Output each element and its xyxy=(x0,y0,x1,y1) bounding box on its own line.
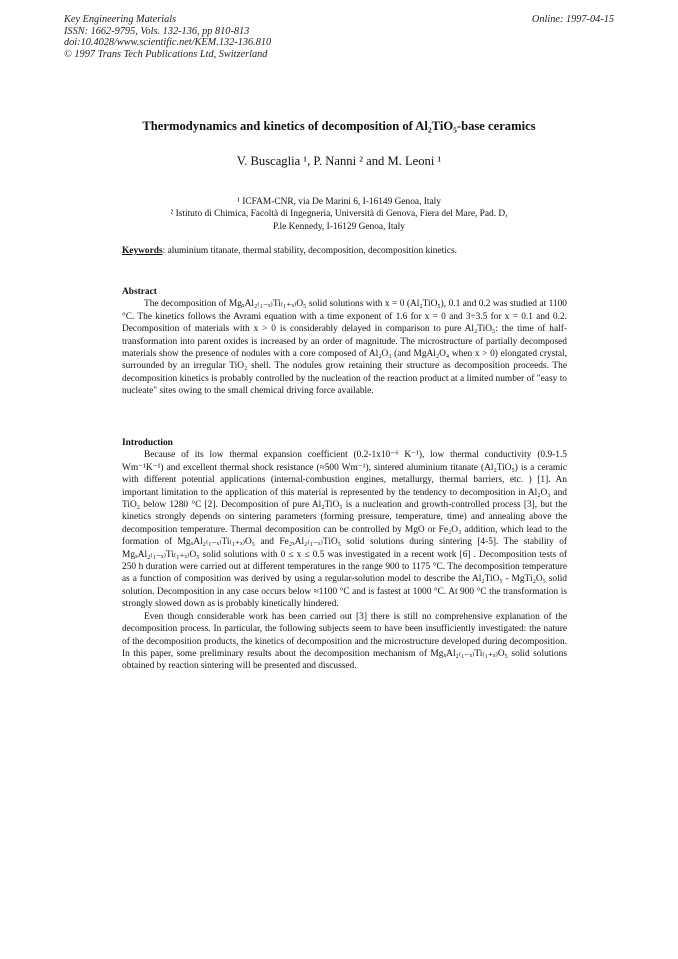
doi-line: doi:10.4028/www.scientific.net/KEM.132-136.810 xyxy=(64,37,272,49)
introduction-heading: Introduction xyxy=(122,438,173,448)
paper-title: Thermodynamics and kinetics of decomposition of Al₂TiO₅-base ceramics xyxy=(142,119,536,133)
affiliation-2-cont: P.le Kennedy, I-16129 Genoa, Italy xyxy=(273,221,405,232)
abstract-section xyxy=(122,286,567,398)
affiliations xyxy=(0,196,678,233)
affiliation-1: ¹ ICFAM-CNR, via De Marini 6, I-16149 Genoa, Italy xyxy=(237,197,441,207)
keywords xyxy=(122,246,562,256)
journal-info xyxy=(64,14,271,60)
abstract-heading: Abstract xyxy=(122,287,157,297)
introduction-section xyxy=(122,437,567,673)
affiliation-2: ² Istituto di Chimica, Facoltà di Ingegneria, Università di Genova, Fiera del Mare, Pad. D, xyxy=(170,209,508,220)
introduction-paragraph-1: Because of its low thermal expansion coefficient (0.2-1x10⁻⁶ K⁻¹), low thermal conductivity (0.9-1.5 Wm⁻¹K⁻¹) and excellent thermal shock resistance (≈500 Wm⁻¹), sintered aluminium titanate (Al₂TiO₅) is a ceramic with different potential applications (internal-combustion engines, metallurgy, thermal barriers, etc. ) [1]. An important limitation to the application of this material is represented by the tendency to decomposition in Al₂O₃ and TiO₂ below 1280 °C [2]. Decomposition of pure Al₂TiO₅ is a nucleation and growth-controlled process [3], but the kinetics strongly depends on sintering parameters (forming pressure, temperature, time) and annealing above the decomposition temperature. Thermal decomposition can be controlled by MgO or Fe₂O₃ addition, which lead to the formation of MgₓAl₂₍₁₋ₓ₎Ti₍₁₊ₓ₎O₅ and Fe₂ₓAl₂₍₁₋ₓ₎TiO₅ solid solutions during sintering [4-5]. The stability of MgₓAl₂₍₁₋ₓ₎Ti₍₁₊ₓ₎O₅ solid solutions with 0 ≤ x ≤ 0.5 was investigated in a recent work [6] . Decomposition tests of 250 h duration were carried out at different temperatures in the range 900 to 1175 °C. The decomposition temperature as a function of composition was derived by using a regular-solution model to describe the Al₂TiO₅ - MgTi₂O₅ solid solution. Decomposition in any case occurs below ≈1100 °C and is fastest at 1000 °C. At 900 °C the transformation is strongly slowed down as is probably kinetically hindered. xyxy=(122,450,567,610)
online-date: Online: 1997-04-15 xyxy=(531,14,614,25)
journal-name: Key Engineering Materials xyxy=(64,14,177,25)
copyright-line: © 1997 Trans Tech Publications Ltd, Switzerland xyxy=(64,48,268,60)
issn-line: ISSN: 1662-9795, Vols. 132-136, pp 810-813 xyxy=(64,25,250,37)
introduction-paragraph-2: Even though considerable work has been carried out [3] there is still no comprehensive explanation of the decomposition process. In particular, the following subjects seem to have been insufficiently investigated: the nature of the decomposition products, the kinetics of decomposition and the microstructure developed during decomposition. In this paper, some preliminary results about the decomposition mechanism of MgₓAl₂₍₁₋ₓ₎Ti₍₁₊ₓ₎O₅ solid solutions obtained by reaction sintering will be presented and discussed. xyxy=(122,611,567,672)
keywords-label: Keywords xyxy=(122,246,163,256)
keywords-text: : aluminium titanate, thermal stability, decomposition, decomposition kinetics. xyxy=(162,246,458,256)
authors: V. Buscaglia ¹, P. Nanni ² and M. Leoni ¹ xyxy=(236,154,442,168)
abstract-text: The decomposition of MgₓAl₂₍₁₋ₓ₎Ti₍₁₊ₓ₎O₅ solid solutions with x = 0 (Al₂TiO₅), 0.1 and 0.2 was studied at 1100 °C. The kinetics follows the Avrami equation with a time exponent of 1.6 for x = 0 and 3÷3.5 for x = 0.1 and 0.2. Decomposition of materials with x > 0 is considerably delayed in comparison to pure Al₂TiO₅: the time of half-transformation into parent oxides is increased by an order of magnitude. The microstructure of partially decomposed materials show the presence of nodules with a core composed of Al₂O₃ (and MgAl₂O₄ when x > 0) elongated crystal, surrounded by an irregular TiO₂ shell. The nodules grow retaining their structure as decomposition proceeds. The decomposition kinetics is probably controlled by the nucleation of the reaction product at a limited number of "easy to nucleate" sites owing to the small chemical driving force available. xyxy=(122,299,567,397)
